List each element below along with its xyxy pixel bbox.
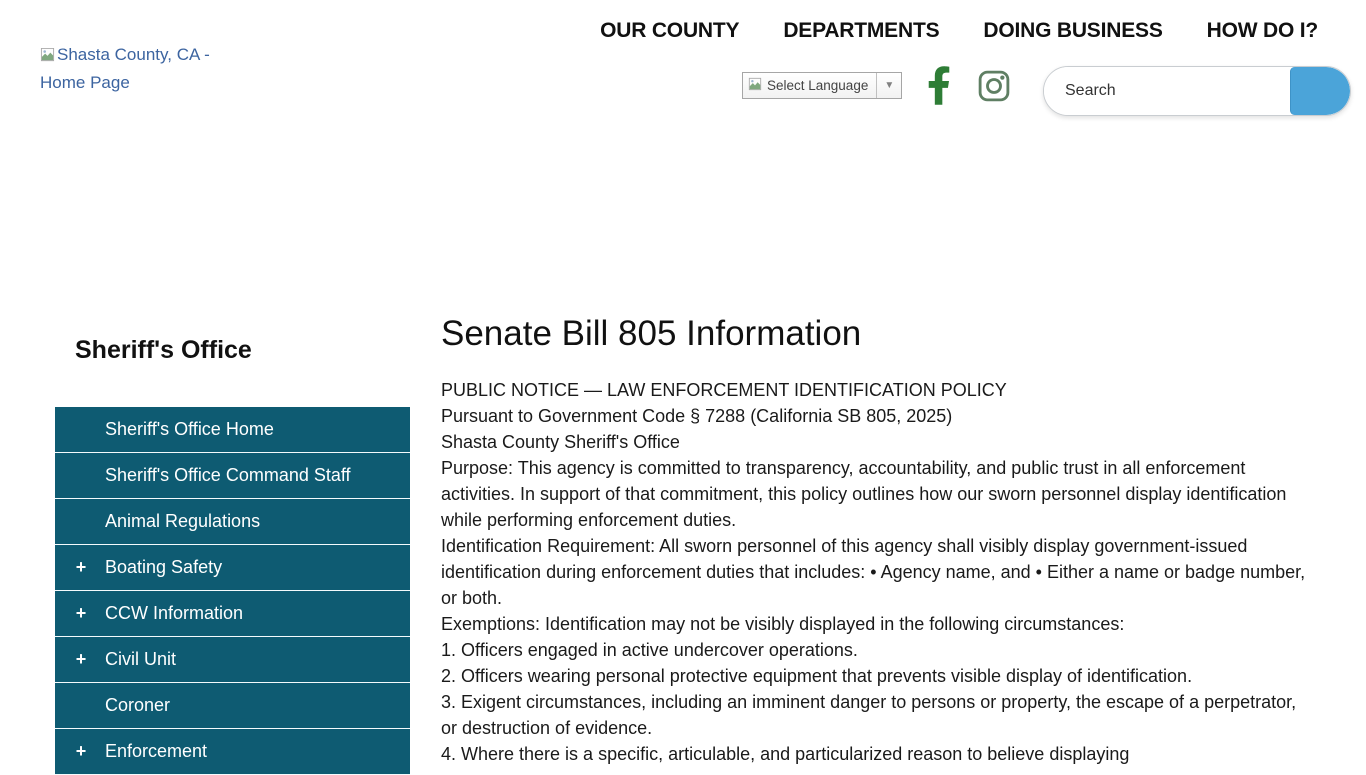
search-input[interactable] xyxy=(1044,67,1289,115)
policy-line: 2. Officers wearing personal protective equipment that prevents visible display of identification. xyxy=(441,666,1193,686)
page-title: Senate Bill 805 Information xyxy=(441,314,862,353)
policy-line: 4. Where there is a specific, articulable, and particularized reason to believe displaying xyxy=(441,744,1130,764)
broken-image-icon xyxy=(748,77,762,94)
nav-item-how-do-i[interactable]: HOW DO I? xyxy=(1206,19,1318,42)
sidebar-item-ccw-information[interactable]: + CCW Information xyxy=(55,591,410,637)
site-logo-alt-text: Shasta County, CA - Home Page xyxy=(40,45,210,92)
policy-line: 3. Exigent circumstances, including an imminent danger to persons or property, the escape of a perpetrator, or destruction of evidence. xyxy=(441,692,1297,738)
policy-line: Shasta County Sheriff's Office xyxy=(441,432,680,452)
language-selector-label: Select Language xyxy=(767,78,869,93)
expand-icon[interactable]: + xyxy=(75,741,87,761)
chevron-down-icon: ▼ xyxy=(876,73,901,98)
instagram-icon[interactable] xyxy=(977,69,1011,108)
policy-line: 1. Officers engaged in active undercover operations. xyxy=(441,640,858,660)
sidebar-item-animal-regulations[interactable]: Animal Regulations xyxy=(55,499,410,545)
sidebar-item-enforcement[interactable]: + Enforcement xyxy=(55,729,410,775)
policy-text xyxy=(441,377,1313,767)
broken-image-icon xyxy=(40,44,55,70)
sidebar-item-civil-unit[interactable]: + Civil Unit xyxy=(55,637,410,683)
expand-icon[interactable]: + xyxy=(75,603,87,623)
nav-item-our-county[interactable]: OUR COUNTY xyxy=(600,19,740,42)
nav-item-doing-business[interactable]: DOING BUSINESS xyxy=(983,19,1163,42)
policy-line: PUBLIC NOTICE — LAW ENFORCEMENT IDENTIFICATION POLICY xyxy=(441,380,1007,400)
nav-item-departments[interactable]: DEPARTMENTS xyxy=(783,19,940,42)
sidebar-menu xyxy=(55,407,410,775)
facebook-icon[interactable] xyxy=(927,66,951,110)
search-button[interactable] xyxy=(1290,67,1350,115)
policy-line: Identification Requirement: All sworn personnel of this agency shall visibly display government-issued identification during enforcement duties that includes: • Agency name, and • Either a name or badge number, or both. xyxy=(441,536,1306,608)
expand-icon[interactable]: + xyxy=(75,649,87,669)
sidebar-item-sheriffs-office-home[interactable]: Sheriff's Office Home xyxy=(55,407,410,453)
policy-line: Purpose: This agency is committed to transparency, accountability, and public trust in all enforcement activities. In support of that commitment, this policy outlines how our sworn personnel display identification while performing enforcement duties. xyxy=(441,458,1287,530)
sidebar-item-boating-safety[interactable]: + Boating Safety xyxy=(55,545,410,591)
sidebar-item-coroner[interactable]: Coroner xyxy=(55,683,410,729)
sidebar-title: Sheriff's Office xyxy=(75,336,252,364)
sidebar-item-command-staff[interactable]: Sheriff's Office Command Staff xyxy=(55,453,410,499)
policy-line: Pursuant to Government Code § 7288 (California SB 805, 2025) xyxy=(441,406,953,426)
expand-icon[interactable]: + xyxy=(75,557,87,577)
site-logo-link[interactable] xyxy=(40,42,255,95)
language-selector[interactable] xyxy=(742,72,902,99)
search-box xyxy=(1043,66,1351,116)
policy-line: Exemptions: Identification may not be visibly displayed in the following circumstances: xyxy=(441,614,1125,634)
main-nav xyxy=(600,19,1318,43)
